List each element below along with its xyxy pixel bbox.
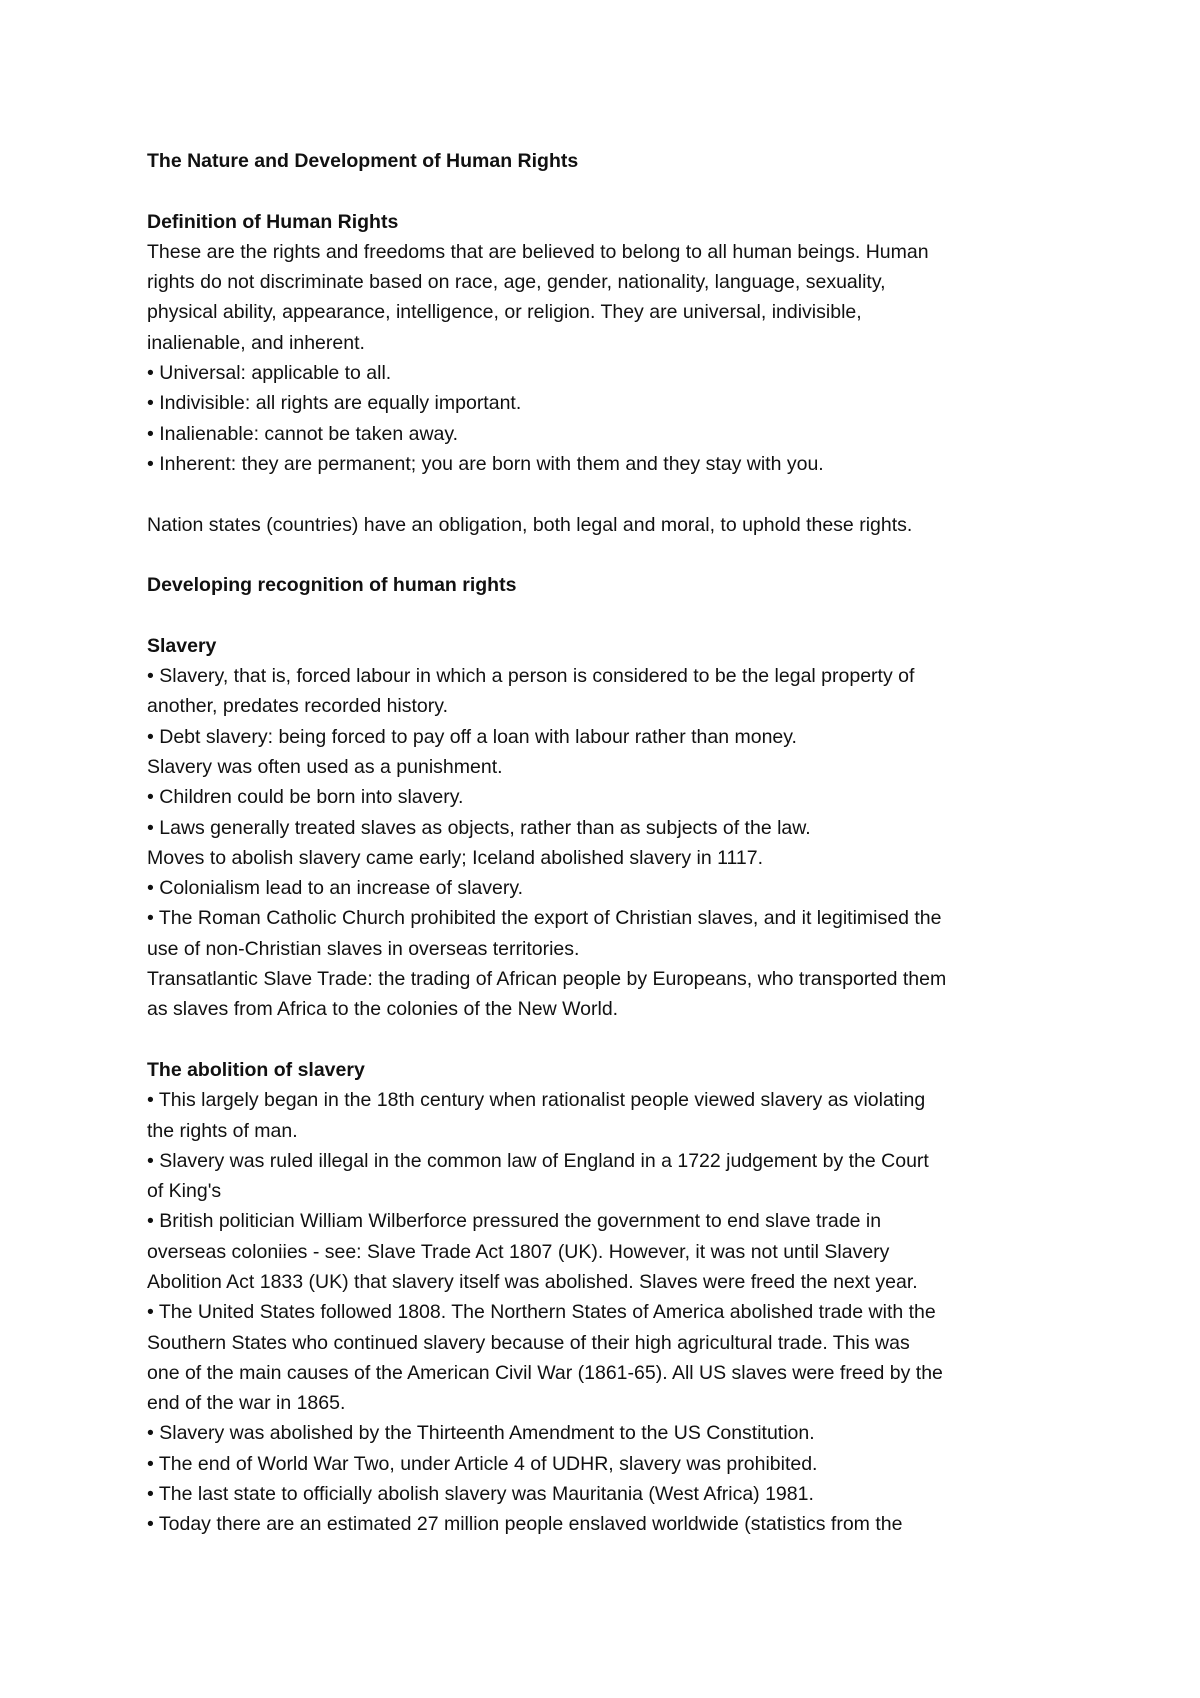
paragraph-line: Moves to abolish slavery came early; Iceland abolished slavery in 1117. [147, 846, 764, 869]
paragraph-line: inalienable, and inherent. [147, 331, 365, 354]
paragraph-line: another, predates recorded history. [147, 695, 448, 718]
spacer [147, 1025, 1077, 1055]
bullet-item: • Children could be born into slavery. [147, 786, 464, 809]
bullet-item: • Inherent: they are permanent; you are born with them and they stay with you. [147, 452, 824, 475]
bullet-item: • The end of World War Two, under Article 4 of UDHR, slavery was prohibited. [147, 1452, 818, 1475]
bullet-item: • This largely began in the 18th century when rationalist people viewed slavery as violating [147, 1089, 926, 1112]
bullet-item: • The last state to officially abolish slavery was Mauritania (West Africa) 1981. [147, 1483, 814, 1506]
bullet-item: • Debt slavery: being forced to pay off a loan with labour rather than money. [147, 725, 797, 748]
paragraph-line: Abolition Act 1833 (UK) that slavery itself was abolished. Slaves were freed the next year. [147, 1270, 918, 1293]
spacer [147, 540, 1077, 570]
abolition-section [147, 1085, 1077, 1539]
paragraph-line: one of the main causes of the American Civil War (1861-65). All US slaves were freed by the [147, 1361, 943, 1384]
paragraph-line: physical ability, appearance, intelligence, or religion. They are universal, indivisible, [147, 301, 862, 324]
document-title: The Nature and Development of Human Rights [147, 150, 579, 172]
bullet-item: • Laws generally treated slaves as objects, rather than as subjects of the law. [147, 816, 811, 839]
bullet-item: • British politician William Wilberforce pressured the government to end slave trade in [147, 1210, 882, 1233]
bullet-item: • Slavery, that is, forced labour in which a person is considered to be the legal property of [147, 665, 915, 688]
obligation-paragraph: Nation states (countries) have an obligation, both legal and moral, to uphold these rights. [147, 513, 913, 536]
paragraph-line: use of non-Christian slaves in overseas territories. [147, 937, 580, 960]
bullet-item: • Today there are an estimated 27 million people enslaved worldwide (statistics from the [147, 1513, 903, 1536]
bullet-item: • The Roman Catholic Church prohibited the export of Christian slaves, and it legitimised the [147, 907, 942, 930]
paragraph-line: rights do not discriminate based on race, age, gender, nationality, language, sexuality, [147, 271, 886, 294]
spacer [147, 176, 1077, 206]
spacer [147, 600, 1077, 630]
paragraph-line: These are the rights and freedoms that are believed to belong to all human beings. Human [147, 240, 929, 263]
paragraph-line: end of the war in 1865. [147, 1392, 346, 1415]
paragraph-line: of King's [147, 1180, 222, 1203]
bullet-item: • Slavery was ruled illegal in the common law of England in a 1722 judgement by the Court [147, 1149, 929, 1172]
abolition-heading: The abolition of slavery [147, 1058, 365, 1081]
bullet-item: • The United States followed 1808. The Northern States of America abolished trade with the [147, 1301, 936, 1324]
paragraph-line: the rights of man. [147, 1119, 298, 1142]
definition-heading: Definition of Human Rights [147, 210, 399, 233]
paragraph-line: Southern States who continued slavery because of their high agricultural trade. This was [147, 1331, 910, 1354]
bullet-item: • Inalienable: cannot be taken away. [147, 422, 459, 445]
slavery-section [147, 661, 1077, 1025]
paragraph-line: Transatlantic Slave Trade: the trading of African people by Europeans, who transported them [147, 968, 947, 991]
document-page [147, 146, 1077, 1540]
slavery-heading: Slavery [147, 634, 217, 657]
bullet-item: • Indivisible: all rights are equally important. [147, 392, 522, 415]
bullet-item: • Slavery was abolished by the Thirteenth Amendment to the US Constitution. [147, 1422, 815, 1445]
paragraph-line: overseas coloniies - see: Slave Trade Act 1807 (UK). However, it was not until Slavery [147, 1240, 890, 1263]
paragraph-line: as slaves from Africa to the colonies of the New World. [147, 998, 619, 1021]
bullet-item: • Colonialism lead to an increase of slavery. [147, 877, 524, 900]
bullet-item: • Universal: applicable to all. [147, 362, 392, 385]
definition-section [147, 237, 1077, 479]
developing-heading: Developing recognition of human rights [147, 574, 517, 597]
paragraph-line: Slavery was often used as a punishment. [147, 755, 503, 778]
spacer [147, 479, 1077, 509]
